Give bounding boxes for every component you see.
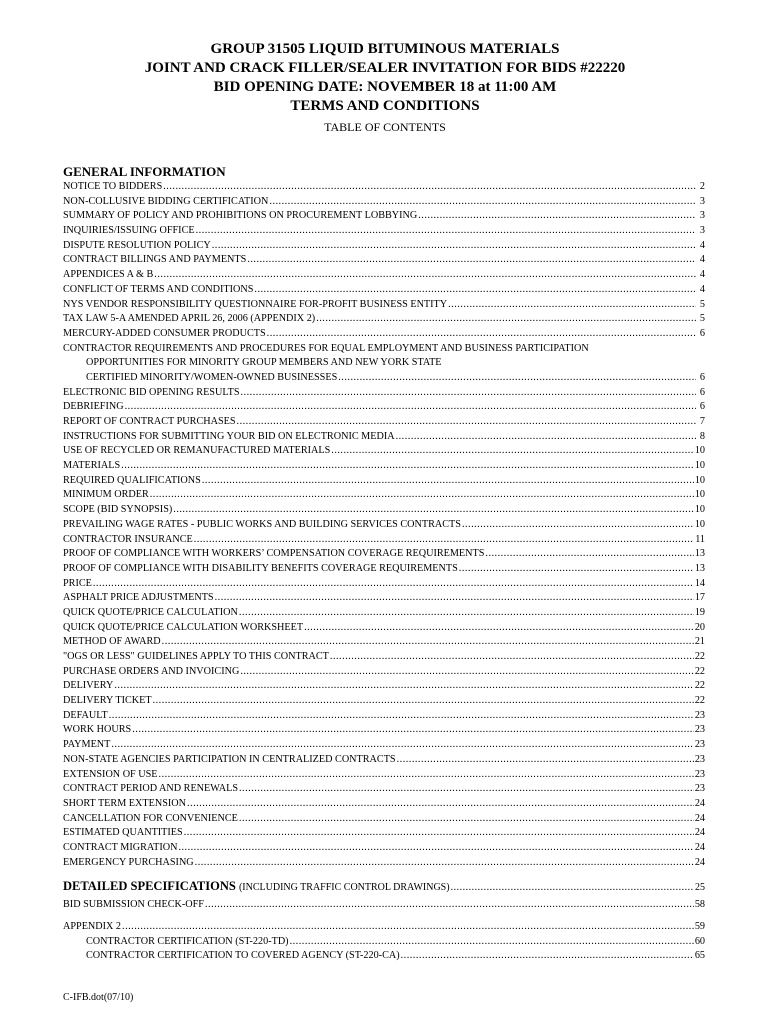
toc-entry-appendix-2[interactable] bbox=[63, 920, 705, 935]
toc-entry-label: EXTENSION OF USE bbox=[63, 768, 158, 780]
dot-leader bbox=[173, 503, 694, 518]
title-line-1: GROUP 31505 LIQUID BITUMINOUS MATERIALS bbox=[210, 41, 560, 57]
toc-entry[interactable] bbox=[63, 503, 705, 518]
toc-entry-multiline[interactable] bbox=[63, 342, 705, 357]
toc-entry[interactable] bbox=[63, 195, 705, 210]
toc-entry-label: DEBRIEFING bbox=[63, 401, 124, 413]
dot-leader bbox=[269, 195, 696, 210]
toc-entry-page: 5 bbox=[699, 313, 705, 325]
dot-leader bbox=[154, 268, 696, 283]
toc-entry-page: 22 bbox=[694, 651, 705, 662]
toc-entry-label: CONTRACTOR INSURANCE bbox=[63, 533, 193, 545]
toc-entry-label: PREVAILING WAGE RATES - PUBLIC WORKS AND BUILDING SERVICES CONTRACTS bbox=[63, 518, 461, 530]
toc-entry-page: 14 bbox=[694, 577, 705, 589]
dot-leader bbox=[195, 856, 694, 871]
toc-entry[interactable] bbox=[63, 547, 705, 562]
title-line-2: JOINT AND CRACK FILLER/SEALER INVITATION FOR BIDS #22220 bbox=[144, 60, 626, 76]
dot-leader bbox=[267, 327, 696, 342]
toc-entry[interactable] bbox=[63, 841, 705, 856]
toc-entry-page: 3 bbox=[699, 210, 705, 222]
toc-entry-page: 5 bbox=[699, 298, 705, 310]
toc-entry-continuation bbox=[63, 356, 705, 371]
toc-entry-label: ESTIMATED QUANTITIES bbox=[63, 827, 183, 839]
dot-leader bbox=[396, 430, 696, 445]
general-list-part-2 bbox=[63, 386, 705, 871]
toc-entry-page: 19 bbox=[694, 606, 705, 618]
toc-entry-page: 10 bbox=[694, 460, 705, 472]
toc-entry-label: PROOF OF COMPLIANCE WITH WORKERS’ COMPENSATION COVERAGE REQUIREMENTS bbox=[63, 548, 485, 560]
toc-entry-page: 59 bbox=[694, 921, 705, 932]
toc-entry-label: EMERGENCY PURCHASING bbox=[63, 856, 194, 868]
toc-entry-page: 6 bbox=[699, 371, 705, 383]
dot-leader bbox=[163, 180, 696, 195]
toc-entry-page: 4 bbox=[699, 269, 705, 281]
toc-entry-note: (INCLUDING TRAFFIC CONTROL DRAWINGS) bbox=[238, 882, 450, 894]
toc-entry-page: 6 bbox=[699, 401, 705, 413]
toc-entry-label: NON-COLLUSIVE BIDDING CERTIFICATION bbox=[63, 195, 269, 207]
toc-entry-page: 8 bbox=[699, 430, 705, 442]
dot-leader bbox=[150, 488, 694, 503]
toc-entry[interactable] bbox=[63, 239, 705, 254]
dot-leader bbox=[162, 635, 694, 650]
dot-leader bbox=[240, 665, 693, 680]
toc-entry[interactable] bbox=[63, 856, 705, 871]
toc-entry[interactable] bbox=[63, 709, 705, 724]
toc-entry[interactable] bbox=[63, 812, 705, 827]
toc-entry-page: 17 bbox=[694, 592, 705, 604]
toc-entry-page: 10 bbox=[694, 504, 705, 516]
dot-leader bbox=[205, 898, 694, 913]
toc-entry-page: 11 bbox=[695, 533, 705, 545]
dot-leader bbox=[194, 533, 694, 548]
toc-entry-page: 10 bbox=[694, 474, 705, 486]
toc-entry-label: CONTRACT BILLINGS AND PAYMENTS bbox=[63, 254, 247, 266]
toc-entry[interactable] bbox=[63, 533, 705, 548]
toc-subtitle: TABLE OF CONTENTS bbox=[324, 120, 446, 134]
dot-leader bbox=[397, 753, 694, 768]
toc-entry-label: DELIVERY bbox=[63, 680, 114, 692]
toc-entry[interactable] bbox=[63, 665, 705, 680]
dot-leader bbox=[159, 768, 694, 783]
dot-leader bbox=[202, 474, 694, 489]
toc-entry[interactable] bbox=[63, 283, 705, 298]
dot-leader bbox=[462, 518, 694, 533]
dot-leader bbox=[125, 400, 696, 415]
toc-entry-label: CANCELLATION FOR CONVENIENCE bbox=[63, 812, 238, 824]
title-line-4: TERMS AND CONDITIONS bbox=[290, 98, 480, 114]
toc-entry[interactable] bbox=[63, 577, 705, 592]
toc-entry-label: NON-STATE AGENCIES PARTICIPATION IN CENTRALIZED CONTRACTS bbox=[63, 753, 396, 765]
dot-leader bbox=[212, 239, 696, 254]
toc-entry-label: REQUIRED QUALIFICATIONS bbox=[63, 474, 201, 486]
toc-entry[interactable] bbox=[63, 723, 705, 738]
toc-entry[interactable] bbox=[63, 474, 705, 489]
toc-entry[interactable] bbox=[63, 518, 705, 533]
toc-entry-page: 10 bbox=[694, 445, 705, 457]
toc-entry-bid-submission-check-off[interactable] bbox=[63, 898, 705, 913]
toc-entry[interactable] bbox=[63, 562, 705, 577]
toc-entry-page: 23 bbox=[694, 709, 705, 721]
dot-leader bbox=[111, 738, 693, 753]
dot-leader bbox=[290, 935, 694, 950]
toc-entry[interactable] bbox=[63, 679, 705, 694]
toc-entry-label: WORK HOURS bbox=[63, 724, 132, 736]
toc-entry[interactable] bbox=[63, 797, 705, 812]
dot-leader bbox=[330, 650, 694, 665]
toc-entry[interactable] bbox=[63, 753, 705, 768]
toc-entry-page: 24 bbox=[694, 856, 705, 868]
general-list-part-1 bbox=[63, 180, 705, 342]
toc-entry[interactable] bbox=[63, 224, 705, 239]
toc-entry-label: PROOF OF COMPLIANCE WITH DISABILITY BENEFITS COVERAGE REQUIREMENTS bbox=[63, 562, 458, 574]
dot-leader bbox=[448, 298, 696, 313]
toc-entry[interactable] bbox=[63, 415, 705, 430]
dot-leader bbox=[241, 386, 697, 401]
toc-entry[interactable] bbox=[63, 386, 705, 401]
dot-leader bbox=[418, 209, 696, 224]
toc-entry-page: 22 bbox=[694, 695, 705, 707]
toc-entry[interactable] bbox=[63, 694, 705, 709]
toc-entry-page: 13 bbox=[694, 562, 705, 574]
toc-entry[interactable] bbox=[63, 253, 705, 268]
toc-entry-label: CONFLICT OF TERMS AND CONDITIONS bbox=[63, 283, 254, 295]
general-information-heading: GENERAL INFORMATION bbox=[63, 164, 226, 179]
toc-entry[interactable] bbox=[63, 400, 705, 415]
toc-entry-page: 60 bbox=[694, 935, 705, 947]
toc-entry-page: 7 bbox=[699, 416, 705, 427]
toc-entry-label: ASPHALT PRICE ADJUSTMENTS bbox=[63, 592, 214, 604]
toc-entry-page: 13 bbox=[694, 548, 705, 560]
toc-entry-label: CONTRACTOR REQUIREMENTS AND PROCEDURES FOR EQUAL EMPLOYMENT AND BUSINESS PARTICIPATION bbox=[63, 342, 589, 354]
toc-entry[interactable] bbox=[63, 768, 705, 783]
toc-entry[interactable] bbox=[63, 591, 705, 606]
toc-entry-page: 23 bbox=[694, 724, 705, 736]
dot-leader bbox=[401, 949, 694, 964]
toc-entry-label: MERCURY-ADDED CONSUMER PRODUCTS bbox=[63, 327, 266, 339]
dot-leader bbox=[331, 444, 694, 459]
toc-entry-label: CONTRACTOR CERTIFICATION TO COVERED AGENCY (ST-220-CA) bbox=[86, 950, 400, 962]
document-title bbox=[0, 40, 770, 116]
dot-leader bbox=[178, 841, 693, 856]
toc-entry[interactable] bbox=[63, 327, 705, 342]
dot-leader bbox=[451, 879, 694, 897]
toc-entry-label: QUICK QUOTE/PRICE CALCULATION bbox=[63, 606, 238, 618]
toc-entry-page: 6 bbox=[699, 327, 705, 339]
toc-entry-label: DISPUTE RESOLUTION POLICY bbox=[63, 239, 211, 251]
dot-leader bbox=[239, 606, 694, 621]
dot-leader bbox=[316, 312, 696, 327]
toc-entry-label: INQUIRIES/ISSUING OFFICE bbox=[63, 225, 195, 237]
toc-entry-page: 10 bbox=[694, 518, 705, 530]
toc-entry[interactable] bbox=[63, 268, 705, 283]
toc-entry-label: QUICK QUOTE/PRICE CALCULATION WORKSHEET bbox=[63, 621, 304, 633]
toc-entry-label: CONTRACT MIGRATION bbox=[63, 841, 178, 853]
toc-entry[interactable] bbox=[63, 298, 705, 313]
toc-entry[interactable] bbox=[63, 621, 705, 636]
toc-entry-label: SUMMARY OF POLICY AND PROHIBITIONS ON PROCUREMENT LOBBYING bbox=[63, 210, 418, 222]
toc-entry-label: "OGS OR LESS" GUIDELINES APPLY TO THIS CONTRACT bbox=[63, 651, 329, 662]
dot-leader bbox=[254, 283, 696, 298]
toc-entry-label: METHOD OF AWARD bbox=[63, 636, 161, 648]
toc-entry-page: 58 bbox=[694, 899, 705, 911]
toc-entry-label: DETAILED SPECIFICATIONS bbox=[63, 879, 236, 894]
toc-entry[interactable] bbox=[63, 606, 705, 621]
toc-subentry[interactable] bbox=[63, 949, 705, 964]
toc-subentry[interactable] bbox=[63, 935, 705, 950]
toc-entry-page: 24 bbox=[694, 797, 705, 809]
toc-entry-label: SCOPE (BID SYNOPSIS) bbox=[63, 504, 173, 516]
toc-entry-label: CONTRACT PERIOD AND RENEWALS bbox=[63, 783, 238, 795]
toc-entry[interactable] bbox=[63, 180, 705, 195]
toc-entry-label: INSTRUCTIONS FOR SUBMITTING YOUR BID ON ELECTRONIC MEDIA bbox=[63, 430, 395, 442]
toc-entry-page: 2 bbox=[699, 181, 705, 192]
toc-entry[interactable] bbox=[63, 459, 705, 474]
dot-leader bbox=[237, 415, 696, 430]
toc-entry-label: PRICE bbox=[63, 577, 92, 589]
toc-entry[interactable] bbox=[63, 430, 705, 445]
toc-entry-label: NOTICE TO BIDDERS bbox=[63, 181, 163, 192]
toc-entry-page: 3 bbox=[699, 195, 705, 207]
toc-entry-page: 24 bbox=[694, 841, 705, 853]
dot-leader bbox=[114, 679, 693, 694]
toc-entry-label: TAX LAW 5-A AMENDED APRIL 26, 2006 (APPENDIX 2) bbox=[63, 313, 316, 325]
dot-leader bbox=[338, 371, 696, 386]
toc-entry-page: 21 bbox=[694, 636, 705, 648]
dot-leader bbox=[153, 694, 694, 709]
toc-entry[interactable] bbox=[63, 488, 705, 503]
toc-entry-label: CERTIFIED MINORITY/WOMEN-OWNED BUSINESSES bbox=[86, 371, 338, 383]
toc-entry-label: DELIVERY TICKET bbox=[63, 695, 152, 707]
toc-entry-page: 23 bbox=[694, 753, 705, 765]
dot-leader bbox=[132, 723, 694, 738]
toc-entry-label: SHORT TERM EXTENSION bbox=[63, 797, 186, 809]
toc-entry-label: REPORT OF CONTRACT PURCHASES bbox=[63, 416, 236, 427]
toc-entry-detailed-specifications[interactable] bbox=[63, 877, 705, 895]
toc-entry[interactable] bbox=[63, 312, 705, 327]
footer-form-code: C-IFB.dot(07/10) bbox=[63, 992, 134, 1003]
toc-entry-label: MINIMUM ORDER bbox=[63, 489, 149, 501]
toc-entry-label: PURCHASE ORDERS AND INVOICING bbox=[63, 665, 240, 677]
dot-leader bbox=[184, 826, 694, 841]
dot-leader bbox=[93, 577, 694, 592]
title-line-3: BID OPENING DATE: NOVEMBER 18 at 11:00 AM bbox=[213, 79, 557, 95]
toc-entry-label: DEFAULT bbox=[63, 709, 108, 721]
toc-entry-label: PAYMENT bbox=[63, 739, 111, 751]
toc-entry-page: 25 bbox=[695, 882, 705, 894]
toc-entry-continuation[interactable] bbox=[63, 371, 705, 386]
dot-leader bbox=[122, 920, 694, 935]
dot-leader bbox=[239, 782, 694, 797]
toc-entry-page: 4 bbox=[699, 239, 705, 251]
dot-leader bbox=[239, 812, 694, 827]
toc-entry-page: 65 bbox=[694, 950, 705, 962]
toc-entry-page: 4 bbox=[699, 283, 705, 295]
table-of-contents bbox=[63, 180, 705, 964]
toc-entry[interactable] bbox=[63, 782, 705, 797]
dot-leader bbox=[121, 459, 694, 474]
toc-entry[interactable] bbox=[63, 444, 705, 459]
toc-entry[interactable] bbox=[63, 650, 705, 665]
toc-entry[interactable] bbox=[63, 209, 705, 224]
toc-entry[interactable] bbox=[63, 826, 705, 841]
toc-entry-page: 22 bbox=[694, 680, 705, 692]
toc-entry-page: 3 bbox=[699, 225, 705, 237]
toc-entry[interactable] bbox=[63, 738, 705, 753]
toc-entry-page: 20 bbox=[694, 621, 705, 633]
toc-entry-label: USE OF RECYCLED OR REMANUFACTURED MATERIALS bbox=[63, 445, 331, 457]
toc-entry-label: ELECTRONIC BID OPENING RESULTS bbox=[63, 386, 240, 398]
dot-leader bbox=[304, 621, 694, 636]
toc-entry-label: APPENDICES A & B bbox=[63, 269, 154, 281]
toc-entry-page: 10 bbox=[694, 489, 705, 501]
toc-entry-label: CONTRACTOR CERTIFICATION (ST-220-TD) bbox=[86, 935, 289, 947]
dot-leader bbox=[196, 224, 696, 239]
dot-leader bbox=[247, 253, 696, 268]
toc-entry[interactable] bbox=[63, 635, 705, 650]
toc-entry-page: 23 bbox=[694, 739, 705, 751]
toc-entry-page: 23 bbox=[694, 768, 705, 780]
dot-leader bbox=[215, 591, 694, 606]
toc-entry-page: 23 bbox=[694, 783, 705, 795]
dot-leader bbox=[187, 797, 694, 812]
dot-leader bbox=[485, 547, 693, 562]
toc-entry-page: 4 bbox=[699, 254, 705, 266]
toc-entry-page: 6 bbox=[699, 386, 705, 398]
toc-entry-page: 22 bbox=[694, 665, 705, 677]
dot-leader bbox=[109, 709, 694, 724]
dot-leader bbox=[459, 562, 694, 577]
toc-entry-page: 24 bbox=[694, 827, 705, 839]
toc-entry-label: BID SUBMISSION CHECK-OFF bbox=[63, 899, 204, 911]
toc-entry-label: NYS VENDOR RESPONSIBILITY QUESTIONNAIRE FOR-PROFIT BUSINESS ENTITY bbox=[63, 298, 448, 310]
toc-entry-label: OPPORTUNITIES FOR MINORITY GROUP MEMBERS AND NEW YORK STATE bbox=[86, 357, 442, 369]
toc-entry-label: APPENDIX 2 bbox=[63, 921, 122, 932]
toc-entry-page: 24 bbox=[694, 812, 705, 824]
toc-entry-label: MATERIALS bbox=[63, 460, 121, 472]
